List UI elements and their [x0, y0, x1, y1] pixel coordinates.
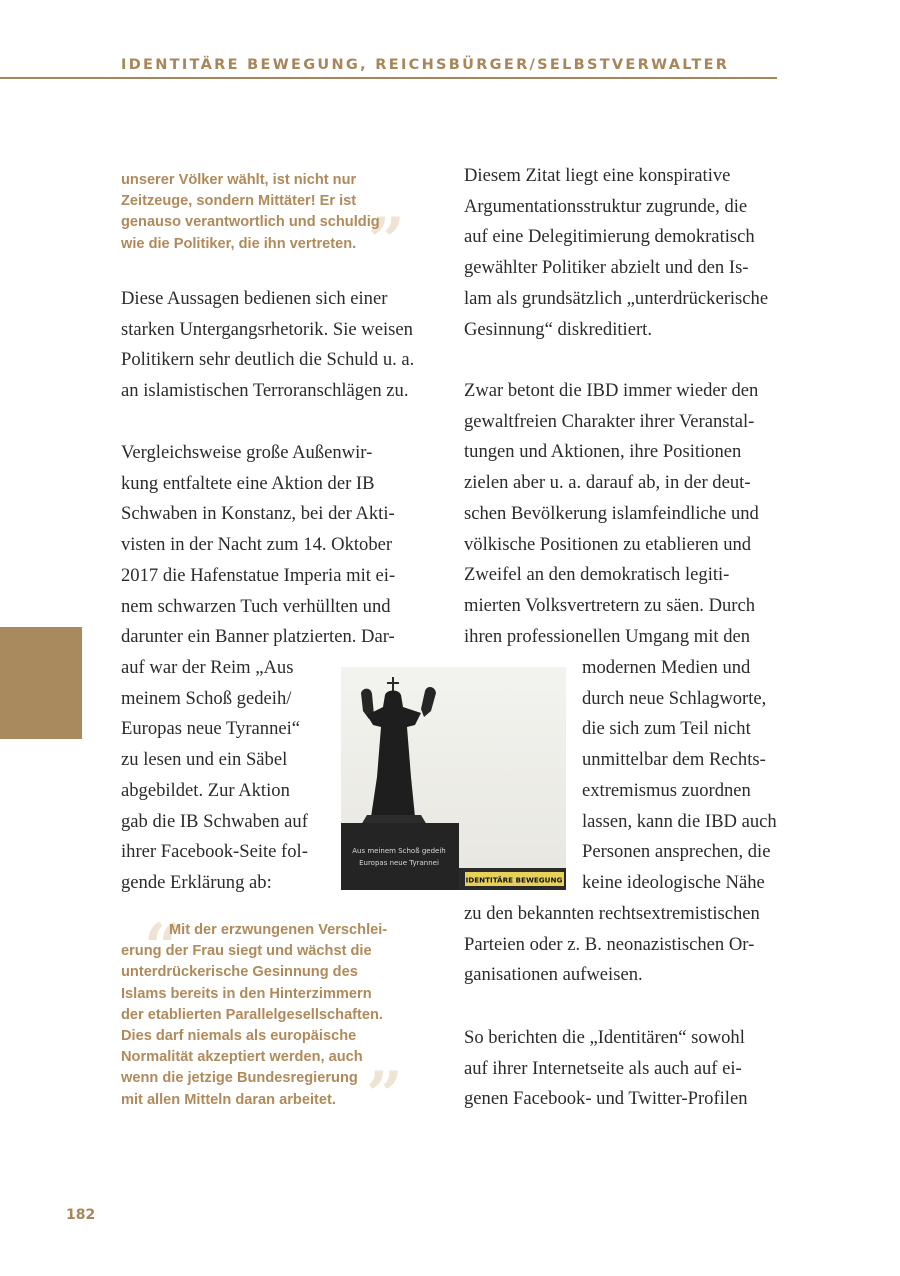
text-line: ihrer Facebook-Seite fol- — [121, 841, 308, 863]
text-line: Zweifel an den demokratisch legiti- — [464, 564, 730, 586]
quote-line: erung der Frau siegt und wächst die — [121, 943, 372, 960]
left-paragraph-1 — [121, 284, 434, 407]
text-line: mierten Volksvertretern zu säen. Durch — [464, 594, 756, 616]
opening-quote-mark: “ — [144, 910, 181, 985]
text-line: meinem Schoß gedeih/ — [121, 687, 292, 709]
text-line: an islamistischen Terroranschlägen zu. — [121, 380, 409, 402]
text-line: Argumentationsstruktur zugrunde, die — [464, 195, 748, 217]
text-line: gende Erklärung ab: — [121, 871, 272, 893]
text-line: völkische Positionen zu etablieren und — [464, 533, 752, 555]
text-line: lassen, kann die IBD auch — [582, 810, 777, 832]
text-line: Diesem Zitat liegt eine konspirative — [464, 165, 731, 186]
right-paragraph-2-end — [464, 899, 777, 991]
text-line: modernen Medien und — [582, 657, 751, 678]
text-line: 2017 die Hafenstatue Imperia mit ei- — [121, 564, 396, 586]
page-number: 182 — [66, 1207, 96, 1223]
quote-line: Normalität akzeptiert werden, auch — [121, 1049, 363, 1066]
left-paragraph-2-wrap — [121, 653, 325, 899]
text-line: genen Facebook- und Twitter-Profilen — [464, 1088, 748, 1110]
quote-line: Mit der erzwungenen Verschlei- — [169, 922, 388, 938]
quote-line: unterdrückerische Gesinnung des — [121, 964, 358, 981]
quote-line: wie die Politiker, die ihn vertreten. — [121, 235, 357, 252]
text-line: keine ideologische Nähe — [582, 871, 765, 893]
closing-quote-mark-bottom: ” — [366, 1058, 403, 1133]
text-line: kung entfaltete eine Aktion der IB — [121, 472, 375, 494]
text-line: Diese Aussagen bedienen sich einer — [121, 288, 388, 309]
text-line: die sich zum Teil nicht — [582, 718, 751, 740]
right-paragraph-1 — [464, 161, 777, 345]
text-line: lam als grundsätzlich „unterdrückerische — [464, 287, 769, 309]
text-line: schen Bevölkerung islamfeindliche und — [464, 502, 759, 524]
text-line: extremismus zuordnen — [582, 779, 751, 801]
quote-line: Islams bereits in den Hinterzimmern — [121, 985, 372, 1002]
text-line: Politikern sehr deutlich die Schuld u. a. — [121, 349, 415, 371]
text-line: gewählter Politiker abzielt und den Is- — [464, 257, 749, 279]
text-line: unmittelbar dem Rechts- — [582, 749, 766, 771]
banner-text-line: Europas neue Tyrannei — [359, 859, 439, 867]
text-line: zu den bekannten rechtsextremistischen — [464, 903, 760, 924]
closing-quote-mark-top: ” — [368, 204, 405, 279]
text-line: gab die IB Schwaben auf — [121, 810, 308, 832]
text-line: gewaltfreien Charakter ihrer Veranstal- — [464, 410, 755, 432]
quote-top — [121, 170, 380, 255]
text-line: Schwaben in Konstanz, bei der Akti- — [121, 503, 395, 525]
right-paragraph-3 — [464, 1023, 777, 1115]
text-line: So berichten die „Identitären“ sowohl — [464, 1027, 745, 1048]
text-line: zielen aber u. a. darauf ab, in der deut- — [464, 472, 751, 494]
quote-line: wenn die jetzige Bundesregierung — [121, 1070, 358, 1087]
text-line: auf ihrer Internetseite als auch auf ei- — [464, 1057, 742, 1079]
quote-line: Zeitzeuge, sondern Mittäter! Er ist — [121, 193, 357, 210]
banner-text-line: Aus meinem Schoß gedeih — [352, 847, 446, 855]
imperia-statue-photo — [341, 667, 566, 890]
quote-line: genauso verantwortlich und schuldig — [121, 214, 380, 231]
photo-badge: IDENTITÄRE BEWEGUNG — [465, 875, 563, 885]
text-line: abgebildet. Zur Aktion — [121, 779, 290, 801]
text-line: auf eine Delegitimierung demokratisch — [464, 226, 755, 248]
text-line: Parteien oder z. B. neonazistischen Or- — [464, 933, 755, 955]
text-line: auf war der Reim „Aus — [121, 657, 294, 678]
chapter-tab-marker — [0, 627, 82, 739]
left-paragraph-2 — [121, 438, 434, 653]
text-line: starken Untergangsrhetorik. Sie weisen — [121, 318, 413, 340]
text-line: darunter ein Banner platzierten. Dar- — [121, 626, 395, 648]
text-line: ihren professionellen Umgang mit den — [464, 625, 751, 647]
text-line: durch neue Schlagworte, — [582, 687, 767, 709]
quote-line: Dies darf niemals als europäische — [121, 1028, 357, 1045]
text-line: Vergleichsweise große Außenwir- — [121, 442, 373, 463]
text-line: nem schwarzen Tuch verhüllten und — [121, 595, 391, 617]
quote-line: mit allen Mitteln daran arbeitet. — [121, 1091, 336, 1108]
running-header: IDENTITÄRE BEWEGUNG, REICHSBÜRGER/SELBSTVERWALTER — [121, 57, 730, 73]
text-line: Gesinnung“ diskreditiert. — [464, 318, 652, 340]
text-line: tungen und Aktionen, ihre Positionen — [464, 441, 742, 463]
header-rule — [0, 77, 777, 79]
text-line: zu lesen und ein Säbel — [121, 749, 288, 771]
text-line: Zwar betont die IBD immer wieder den — [464, 380, 759, 401]
quote-line: unserer Völker wählt, ist nicht nur — [121, 172, 357, 188]
quote-line: der etablierten Parallelgesellschaften. — [121, 1006, 383, 1023]
right-paragraph-2-wrap — [582, 653, 776, 899]
text-line: visten in der Nacht zum 14. Oktober — [121, 534, 393, 556]
text-line: Europas neue Tyrannei“ — [121, 718, 301, 740]
quote-bottom — [121, 920, 387, 1111]
right-paragraph-2 — [464, 376, 777, 652]
text-line: Personen ansprechen, die — [582, 841, 771, 863]
text-line: ganisationen aufweisen. — [464, 964, 643, 986]
